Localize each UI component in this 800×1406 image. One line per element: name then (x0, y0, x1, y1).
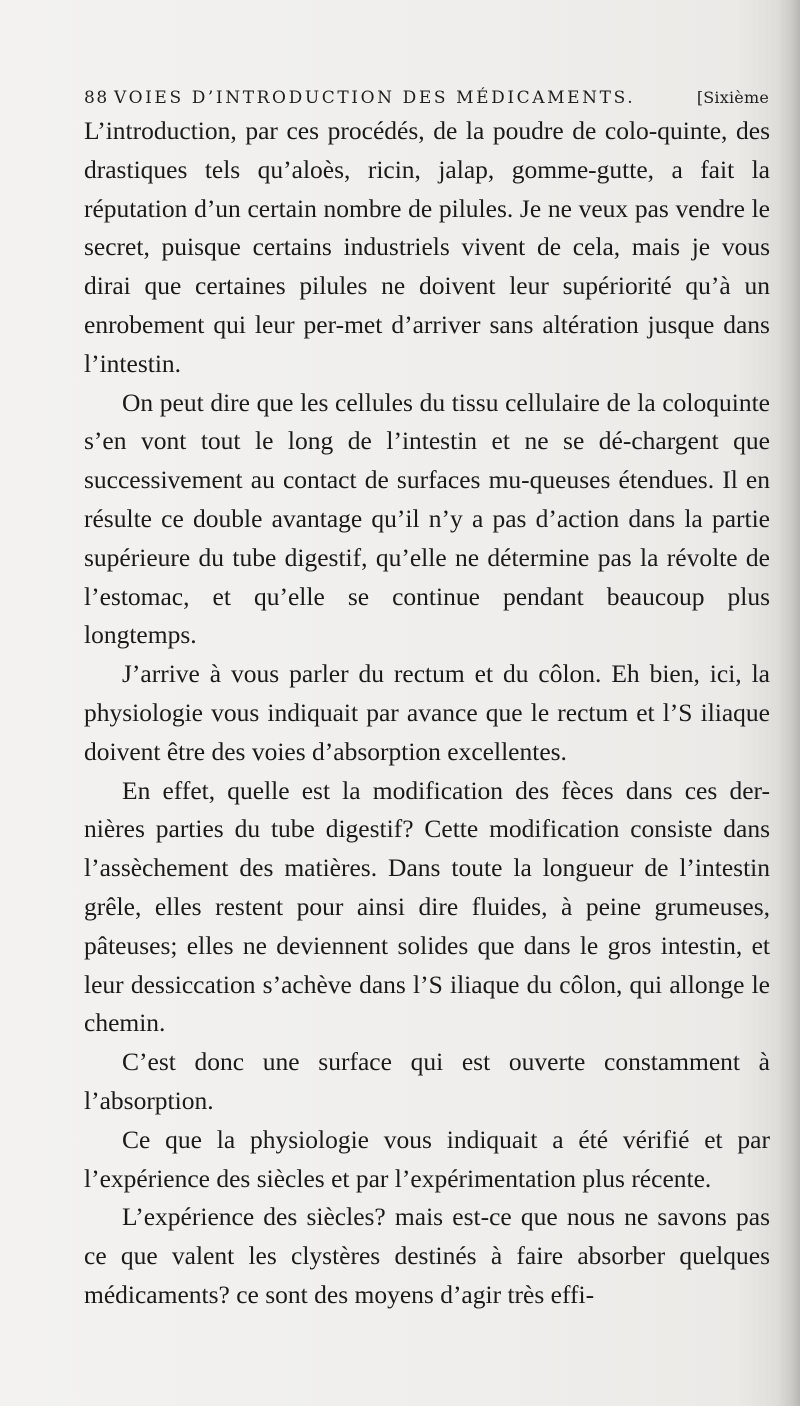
page-number: 88 (84, 88, 109, 108)
body-text (84, 112, 770, 1315)
section-label: [Sixième (696, 88, 769, 107)
page-edge-shadow (778, 0, 800, 1406)
paragraph: J’arrive à vous parler du rectum et du côlon. Eh bien, ici, la physiologie vous indiquait par avance que le rectum et l’S iliaque doivent être des voies d’absorption excellentes. (84, 659, 770, 766)
paragraph: On peut dire que les cellules du tissu cellulaire de la coloquinte s’en vont tout le long de l’intestin et ne se dé-chargent que successivement au contact de surfaces mu-queuses étendues. Il en résulte ce double avantage qu’il n’y a pas d’action dans la partie supérieure du tube digestif, qu’elle ne détermine pas la révolte de l’estomac, et qu’elle se continue pendant beaucoup plus longtemps. (84, 387, 770, 650)
paragraph: L’introduction, par ces procédés, de la poudre de colo-quinte, des drastiques tels qu’aloès, ricin, jalap, gomme-gutte, a fait la réputation d’un certain nombre de pilules. Je ne veux pas vendre le secret, puisque certains industriels vivent de cela, mais je vous dirai que certaines pilules ne doivent leur supériorité qu’à un enrobement qui leur per-met d’arriver sans altération jusque dans l’intestin. (84, 116, 770, 378)
running-title: VOIES D’INTRODUCTION DES MÉDICAMENTS. (114, 88, 636, 108)
paragraph: C’est donc une surface qui est ouverte constamment à l’absorption. (84, 1047, 770, 1115)
paragraph: L’expérience des siècles? mais est-ce que nous ne savons pas ce que valent les clystères destinés à faire absorber quelques médicaments? ce sont des moyens d’agir très effi- (84, 1202, 770, 1309)
paragraph: En effet, quelle est la modification des fèces dans ces der-nières parties du tube digestif? Cette modification consiste dans l’assèchement des matières. Dans toute la longueur de l’intestin grêle, elles restent pour ainsi dire fluides, à peine grumeuses, pâteuses; elles ne deviennent solides que dans le gros intestin, et leur dessiccation s’achève dans l’S iliaque du côlon, qui allonge le chemin. (84, 775, 770, 1038)
paragraph: Ce que la physiologie vous indiquait a été vérifié et par l’expérience des siècles et par l’expérimentation plus récente. (84, 1124, 770, 1193)
